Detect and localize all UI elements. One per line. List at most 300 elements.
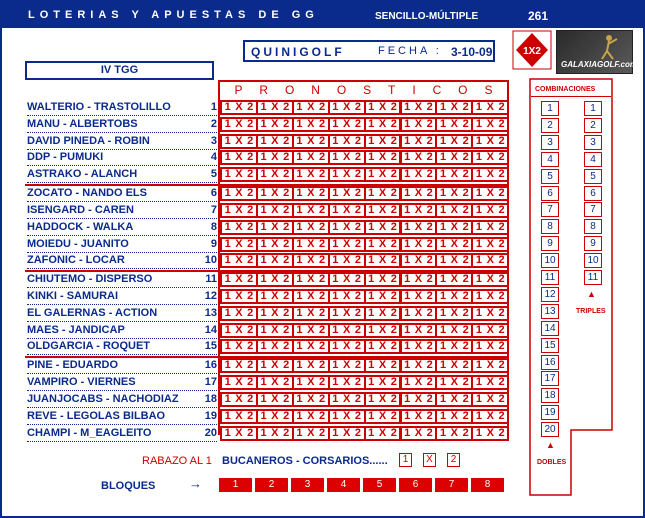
pronostico-mark[interactable]: 1	[439, 392, 447, 405]
pronostico-mark[interactable]: 2	[498, 254, 505, 267]
pronostico-mark[interactable]: X	[486, 220, 494, 233]
pronostico-mark[interactable]: 2	[462, 273, 469, 286]
pronostico-mark[interactable]: 1	[368, 323, 375, 336]
pronostico-mark[interactable]: X	[235, 187, 243, 200]
pronostico-mark[interactable]: X	[307, 117, 315, 130]
pronostico-cell[interactable]	[220, 426, 258, 441]
pronostico-mark[interactable]: 2	[498, 187, 505, 200]
pronostico-mark[interactable]: X	[235, 151, 243, 164]
pronostico-cell[interactable]	[364, 186, 402, 201]
pronostico-mark[interactable]: 1	[296, 306, 303, 319]
pronostico-mark[interactable]: 1	[260, 323, 267, 336]
pronostico-mark[interactable]: X	[378, 168, 387, 181]
pronostico-mark[interactable]: 1	[404, 151, 411, 164]
pronostico-mark[interactable]: 1	[296, 117, 303, 130]
pronostico-mark[interactable]: 1	[368, 203, 375, 216]
pronostico-mark[interactable]: 2	[283, 220, 290, 233]
pronostico-mark[interactable]: 1	[404, 134, 411, 147]
pronostico-cell[interactable]	[471, 339, 509, 354]
pronostico-mark[interactable]: 2	[318, 117, 326, 130]
pronostico-cell[interactable]	[400, 426, 438, 441]
pronostico-mark[interactable]: 2	[318, 376, 326, 389]
pronostico-mark[interactable]: 1	[439, 323, 447, 336]
pronostico-mark[interactable]: 1	[368, 117, 375, 130]
pronostico-mark[interactable]: 2	[462, 168, 469, 181]
pronostico-mark[interactable]: 1	[260, 273, 267, 286]
pronostico-cell[interactable]	[435, 253, 473, 268]
dobles-number[interactable]: 16	[541, 355, 559, 370]
pronostico-cell[interactable]	[256, 220, 294, 235]
pronostico-mark[interactable]: 1	[224, 220, 231, 233]
pronostico-mark[interactable]: 1	[439, 409, 447, 422]
pronostico-cell[interactable]	[256, 203, 294, 218]
pronostico-mark[interactable]: X	[486, 168, 494, 181]
pronostico-mark[interactable]: 1	[368, 168, 375, 181]
pronostico-mark[interactable]: 1	[296, 359, 303, 372]
pronostico-mark[interactable]: 1	[332, 117, 339, 130]
pronostico-cell[interactable]	[292, 253, 330, 268]
pronostico-mark[interactable]: X	[486, 134, 494, 147]
pronostico-mark[interactable]: 2	[498, 290, 505, 303]
pronostico-mark[interactable]: X	[414, 254, 423, 267]
pronostico-mark[interactable]: X	[271, 254, 279, 267]
pronostico-mark[interactable]: X	[235, 273, 243, 286]
pronostico-cell[interactable]	[256, 150, 294, 165]
pronostico-cell[interactable]	[256, 100, 294, 115]
pronostico-mark[interactable]: 2	[283, 359, 290, 372]
pronostico-cell[interactable]	[400, 237, 438, 252]
pronostico-cell[interactable]	[328, 117, 366, 132]
pronostico-mark[interactable]: X	[486, 359, 494, 372]
pronostico-mark[interactable]: X	[342, 151, 351, 164]
pronostico-cell[interactable]	[292, 392, 330, 407]
pronostico-cell[interactable]	[220, 306, 258, 321]
dobles-number[interactable]: 10	[541, 253, 559, 268]
pronostico-mark[interactable]: X	[378, 340, 387, 353]
pronostico-mark[interactable]: X	[342, 203, 351, 216]
pronostico-mark[interactable]: 2	[426, 359, 433, 372]
pronostico-mark[interactable]: 2	[318, 306, 326, 319]
pronostico-mark[interactable]: X	[271, 409, 279, 422]
dobles-number[interactable]: 14	[541, 321, 559, 336]
pronostico-mark[interactable]: 1	[224, 254, 231, 267]
pronostico-mark[interactable]: 2	[283, 306, 290, 319]
pronostico-mark[interactable]: 1	[368, 359, 375, 372]
pronostico-mark[interactable]: X	[235, 203, 243, 216]
pronostico-mark[interactable]: 2	[354, 376, 361, 389]
pronostico-cell[interactable]	[220, 237, 258, 252]
pronostico-mark[interactable]: 1	[439, 203, 447, 216]
pronostico-cell[interactable]	[471, 203, 509, 218]
pronostico-cell[interactable]	[292, 100, 330, 115]
pronostico-mark[interactable]: 2	[426, 117, 433, 130]
pronostico-mark[interactable]: 1	[296, 409, 303, 422]
pronostico-mark[interactable]: 2	[426, 168, 433, 181]
pronostico-cell[interactable]	[471, 220, 509, 235]
pronostico-cell[interactable]	[220, 203, 258, 218]
pronostico-mark[interactable]: 1	[260, 151, 267, 164]
pronostico-mark[interactable]: 2	[283, 392, 290, 405]
pronostico-cell[interactable]	[220, 186, 258, 201]
pronostico-mark[interactable]: X	[378, 306, 387, 319]
pronostico-mark[interactable]: 2	[318, 323, 326, 336]
pronostico-mark[interactable]: X	[486, 392, 494, 405]
pronostico-mark[interactable]: X	[378, 392, 387, 405]
pronostico-mark[interactable]: X	[414, 134, 423, 147]
pronostico-mark[interactable]: X	[342, 290, 351, 303]
pronostico-cell[interactable]	[328, 358, 366, 373]
pronostico-mark[interactable]: 1	[296, 151, 303, 164]
pronostico-mark[interactable]: X	[378, 117, 387, 130]
pronostico-cell[interactable]	[400, 253, 438, 268]
pronostico-mark[interactable]: 2	[318, 340, 326, 353]
pronostico-mark[interactable]: X	[414, 101, 423, 113]
pronostico-mark[interactable]: 1	[404, 340, 411, 353]
pronostico-cell[interactable]	[364, 289, 402, 304]
pronostico-mark[interactable]: 2	[247, 168, 254, 181]
pronostico-mark[interactable]: 1	[475, 426, 482, 439]
dobles-number[interactable]: 18	[541, 388, 559, 403]
pronostico-mark[interactable]: X	[342, 306, 351, 319]
pronostico-mark[interactable]: 1	[260, 359, 267, 372]
pronostico-mark[interactable]: X	[271, 187, 279, 200]
pronostico-cell[interactable]	[435, 167, 473, 182]
pronostico-mark[interactable]: 2	[390, 290, 397, 303]
pronostico-mark[interactable]: 1	[224, 359, 231, 372]
pronostico-mark[interactable]: 2	[390, 168, 397, 181]
dobles-number[interactable]: 7	[541, 202, 559, 217]
pronostico-mark[interactable]: X	[342, 426, 351, 439]
pronostico-cell[interactable]	[400, 220, 438, 235]
pronostico-mark[interactable]: 1	[332, 203, 339, 216]
pronostico-mark[interactable]: 2	[426, 187, 433, 200]
pronostico-mark[interactable]: 2	[390, 273, 397, 286]
pronostico-cell[interactable]	[292, 186, 330, 201]
pronostico-mark[interactable]: 1	[368, 290, 375, 303]
pronostico-cell[interactable]	[220, 289, 258, 304]
pronostico-cell[interactable]	[292, 117, 330, 132]
pronostico-mark[interactable]: 2	[498, 392, 505, 405]
pronostico-cell[interactable]	[328, 167, 366, 182]
pronostico-mark[interactable]: X	[450, 273, 458, 286]
pronostico-mark[interactable]: 1	[475, 151, 482, 164]
pronostico-mark[interactable]: 2	[462, 117, 469, 130]
pronostico-mark[interactable]: X	[235, 254, 243, 267]
pronostico-mark[interactable]: 2	[318, 392, 326, 405]
pronostico-mark[interactable]: 1	[260, 306, 267, 319]
pronostico-mark[interactable]: 1	[368, 151, 375, 164]
pronostico-mark[interactable]: 1	[224, 376, 231, 389]
pronostico-mark[interactable]: X	[378, 254, 387, 267]
pronostico-mark[interactable]: X	[450, 290, 458, 303]
dobles-number[interactable]: 1	[541, 101, 559, 116]
pronostico-cell[interactable]	[364, 167, 402, 182]
pronostico-mark[interactable]: 2	[318, 359, 326, 372]
pronostico-cell[interactable]	[220, 134, 258, 149]
pronostico-cell[interactable]	[471, 253, 509, 268]
pronostico-cell[interactable]	[400, 117, 438, 132]
triples-number[interactable]: 10	[584, 253, 602, 268]
pronostico-mark[interactable]: X	[450, 359, 458, 372]
pronostico-mark[interactable]: 1	[439, 134, 447, 147]
pronostico-mark[interactable]: 2	[498, 220, 505, 233]
pronostico-mark[interactable]: X	[486, 409, 494, 422]
pronostico-mark[interactable]: X	[342, 340, 351, 353]
pronostico-mark[interactable]: X	[378, 187, 387, 200]
pronostico-mark[interactable]: 2	[247, 237, 254, 250]
pronostico-mark[interactable]: 1	[404, 203, 411, 216]
pronostico-mark[interactable]: 1	[296, 254, 303, 267]
pronostico-mark[interactable]: 2	[318, 203, 326, 216]
pronostico-mark[interactable]: 1	[475, 101, 482, 113]
pronostico-mark[interactable]: X	[235, 376, 243, 389]
rabazo-option-2[interactable]: 2	[447, 453, 460, 467]
pronostico-mark[interactable]: 1	[296, 237, 303, 250]
pronostico-mark[interactable]: X	[271, 168, 279, 181]
pronostico-cell[interactable]	[364, 339, 402, 354]
pronostico-cell[interactable]	[471, 167, 509, 182]
pronostico-mark[interactable]: X	[414, 392, 423, 405]
pronostico-cell[interactable]	[471, 426, 509, 441]
pronostico-mark[interactable]: 1	[439, 237, 447, 250]
pronostico-cell[interactable]	[400, 306, 438, 321]
pronostico-mark[interactable]: X	[378, 134, 387, 147]
pronostico-mark[interactable]: 1	[260, 168, 267, 181]
pronostico-mark[interactable]: 1	[439, 306, 447, 319]
pronostico-mark[interactable]: X	[271, 134, 279, 147]
pronostico-mark[interactable]: 2	[426, 101, 433, 113]
pronostico-mark[interactable]: 1	[260, 426, 267, 439]
pronostico-mark[interactable]: 2	[498, 117, 505, 130]
pronostico-mark[interactable]: 2	[390, 187, 397, 200]
pronostico-mark[interactable]: X	[342, 254, 351, 267]
pronostico-mark[interactable]: 1	[224, 101, 231, 113]
pronostico-mark[interactable]: 2	[462, 187, 469, 200]
pronostico-mark[interactable]: 1	[404, 254, 411, 267]
pronostico-mark[interactable]: 2	[426, 290, 433, 303]
pronostico-mark[interactable]: 2	[283, 426, 290, 439]
pronostico-mark[interactable]: X	[378, 376, 387, 389]
pronostico-mark[interactable]: 1	[332, 151, 339, 164]
pronostico-mark[interactable]: 1	[260, 254, 267, 267]
pronostico-mark[interactable]: 2	[354, 273, 361, 286]
pronostico-cell[interactable]	[220, 253, 258, 268]
pronostico-mark[interactable]: X	[307, 220, 315, 233]
pronostico-mark[interactable]: 1	[475, 168, 482, 181]
pronostico-mark[interactable]: 1	[404, 168, 411, 181]
pronostico-cell[interactable]	[435, 203, 473, 218]
pronostico-cell[interactable]	[400, 289, 438, 304]
pronostico-mark[interactable]: 1	[404, 237, 411, 250]
pronostico-cell[interactable]	[471, 289, 509, 304]
pronostico-cell[interactable]	[256, 134, 294, 149]
pronostico-mark[interactable]: 1	[475, 134, 482, 147]
pronostico-mark[interactable]: 1	[475, 290, 482, 303]
pronostico-mark[interactable]: 1	[224, 392, 231, 405]
pronostico-mark[interactable]: X	[307, 359, 315, 372]
pronostico-cell[interactable]	[292, 134, 330, 149]
pronostico-mark[interactable]: 1	[404, 323, 411, 336]
pronostico-mark[interactable]: 2	[354, 134, 361, 147]
pronostico-mark[interactable]: 2	[247, 359, 254, 372]
pronostico-mark[interactable]: X	[235, 134, 243, 147]
pronostico-mark[interactable]: 2	[462, 101, 469, 113]
pronostico-mark[interactable]: 2	[498, 273, 505, 286]
dobles-number[interactable]: 20	[541, 422, 559, 437]
pronostico-mark[interactable]: 2	[390, 151, 397, 164]
pronostico-mark[interactable]: X	[307, 273, 315, 286]
pronostico-mark[interactable]: 1	[368, 273, 375, 286]
pronostico-cell[interactable]	[471, 323, 509, 338]
triples-number[interactable]: 6	[584, 186, 602, 201]
bloque-item[interactable]: 3	[291, 478, 324, 492]
pronostico-mark[interactable]: 2	[283, 376, 290, 389]
dobles-number[interactable]: 17	[541, 371, 559, 386]
pronostico-cell[interactable]	[220, 375, 258, 390]
pronostico-mark[interactable]: X	[414, 359, 423, 372]
pronostico-cell[interactable]	[256, 306, 294, 321]
pronostico-cell[interactable]	[256, 117, 294, 132]
pronostico-mark[interactable]: 2	[426, 392, 433, 405]
pronostico-mark[interactable]: 2	[462, 203, 469, 216]
pronostico-mark[interactable]: 2	[426, 220, 433, 233]
pronostico-mark[interactable]: 2	[498, 340, 505, 353]
pronostico-mark[interactable]: X	[486, 117, 494, 130]
pronostico-mark[interactable]: X	[450, 151, 458, 164]
pronostico-mark[interactable]: 1	[332, 168, 339, 181]
pronostico-mark[interactable]: 1	[404, 426, 411, 439]
pronostico-cell[interactable]	[220, 150, 258, 165]
pronostico-mark[interactable]: 2	[498, 237, 505, 250]
pronostico-mark[interactable]: 1	[260, 392, 267, 405]
pronostico-mark[interactable]: 2	[247, 101, 254, 113]
pronostico-mark[interactable]: 1	[332, 323, 339, 336]
pronostico-mark[interactable]: X	[486, 340, 494, 353]
pronostico-cell[interactable]	[220, 392, 258, 407]
pronostico-mark[interactable]: 1	[260, 203, 267, 216]
pronostico-mark[interactable]: 1	[404, 409, 411, 422]
pronostico-mark[interactable]: X	[414, 273, 423, 286]
pronostico-cell[interactable]	[328, 375, 366, 390]
pronostico-mark[interactable]: 1	[475, 409, 482, 422]
bloque-item[interactable]: 1	[219, 478, 252, 492]
pronostico-mark[interactable]: X	[378, 359, 387, 372]
pronostico-mark[interactable]: 1	[368, 220, 375, 233]
pronostico-mark[interactable]: 1	[260, 117, 267, 130]
pronostico-mark[interactable]: 2	[283, 340, 290, 353]
pronostico-mark[interactable]: 1	[368, 134, 375, 147]
pronostico-mark[interactable]: X	[235, 101, 243, 113]
pronostico-mark[interactable]: X	[342, 134, 351, 147]
pronostico-mark[interactable]: X	[378, 151, 387, 164]
pronostico-cell[interactable]	[220, 272, 258, 287]
pronostico-mark[interactable]: X	[450, 237, 458, 250]
pronostico-mark[interactable]: 2	[247, 306, 254, 319]
pronostico-mark[interactable]: 1	[260, 290, 267, 303]
pronostico-mark[interactable]: 1	[224, 290, 231, 303]
pronostico-cell[interactable]	[471, 100, 509, 115]
pronostico-mark[interactable]: X	[307, 323, 315, 336]
pronostico-mark[interactable]: X	[235, 340, 243, 353]
pronostico-mark[interactable]: 2	[462, 340, 469, 353]
pronostico-mark[interactable]: X	[378, 220, 387, 233]
pronostico-mark[interactable]: 2	[318, 101, 326, 113]
pronostico-cell[interactable]	[435, 237, 473, 252]
pronostico-mark[interactable]: 1	[296, 273, 303, 286]
pronostico-cell[interactable]	[292, 409, 330, 424]
pronostico-mark[interactable]: X	[450, 117, 458, 130]
pronostico-mark[interactable]: 1	[439, 254, 447, 267]
pronostico-mark[interactable]: X	[307, 340, 315, 353]
pronostico-mark[interactable]: 2	[354, 290, 361, 303]
pronostico-mark[interactable]: 2	[390, 426, 397, 439]
triples-number[interactable]: 11	[584, 270, 602, 285]
pronostico-mark[interactable]: 1	[296, 187, 303, 200]
pronostico-mark[interactable]: 2	[247, 117, 254, 130]
pronostico-mark[interactable]: 2	[354, 409, 361, 422]
pronostico-cell[interactable]	[471, 117, 509, 132]
pronostico-mark[interactable]: 1	[475, 273, 482, 286]
pronostico-mark[interactable]: X	[307, 409, 315, 422]
pronostico-mark[interactable]: X	[235, 117, 243, 130]
rabazo-option-x[interactable]: X	[423, 453, 436, 467]
pronostico-mark[interactable]: X	[342, 409, 351, 422]
pronostico-mark[interactable]: X	[271, 273, 279, 286]
pronostico-mark[interactable]: X	[235, 237, 243, 250]
triples-number[interactable]: 7	[584, 202, 602, 217]
pronostico-mark[interactable]: 1	[439, 117, 447, 130]
pronostico-mark[interactable]: 2	[318, 151, 326, 164]
pronostico-cell[interactable]	[328, 426, 366, 441]
pronostico-mark[interactable]: 2	[498, 359, 505, 372]
pronostico-mark[interactable]: X	[378, 409, 387, 422]
pronostico-cell[interactable]	[328, 272, 366, 287]
pronostico-cell[interactable]	[328, 203, 366, 218]
pronostico-mark[interactable]: 2	[354, 426, 361, 439]
pronostico-mark[interactable]: X	[450, 220, 458, 233]
pronostico-mark[interactable]: 2	[390, 117, 397, 130]
pronostico-mark[interactable]: 1	[332, 306, 339, 319]
pronostico-mark[interactable]: 2	[426, 306, 433, 319]
pronostico-mark[interactable]: X	[271, 359, 279, 372]
pronostico-mark[interactable]: X	[235, 426, 243, 439]
pronostico-mark[interactable]: 2	[390, 392, 397, 405]
pronostico-cell[interactable]	[256, 375, 294, 390]
pronostico-cell[interactable]	[364, 100, 402, 115]
pronostico-mark[interactable]: X	[486, 376, 494, 389]
pronostico-mark[interactable]: 1	[224, 323, 231, 336]
pronostico-mark[interactable]: 2	[498, 168, 505, 181]
pronostico-mark[interactable]: 2	[247, 340, 254, 353]
pronostico-mark[interactable]: 2	[283, 273, 290, 286]
pronostico-mark[interactable]: X	[450, 340, 458, 353]
pronostico-cell[interactable]	[292, 426, 330, 441]
pronostico-mark[interactable]: 1	[439, 426, 447, 439]
pronostico-mark[interactable]: 2	[426, 409, 433, 422]
pronostico-cell[interactable]	[435, 409, 473, 424]
pronostico-mark[interactable]: 2	[354, 359, 361, 372]
pronostico-mark[interactable]: 1	[224, 187, 231, 200]
pronostico-mark[interactable]: 1	[368, 254, 375, 267]
pronostico-mark[interactable]: 2	[390, 323, 397, 336]
triples-number[interactable]: 8	[584, 219, 602, 234]
pronostico-cell[interactable]	[328, 134, 366, 149]
pronostico-mark[interactable]: 1	[224, 168, 231, 181]
pronostico-cell[interactable]	[256, 272, 294, 287]
pronostico-mark[interactable]: X	[307, 290, 315, 303]
pronostico-mark[interactable]: 2	[283, 117, 290, 130]
pronostico-mark[interactable]: X	[342, 187, 351, 200]
